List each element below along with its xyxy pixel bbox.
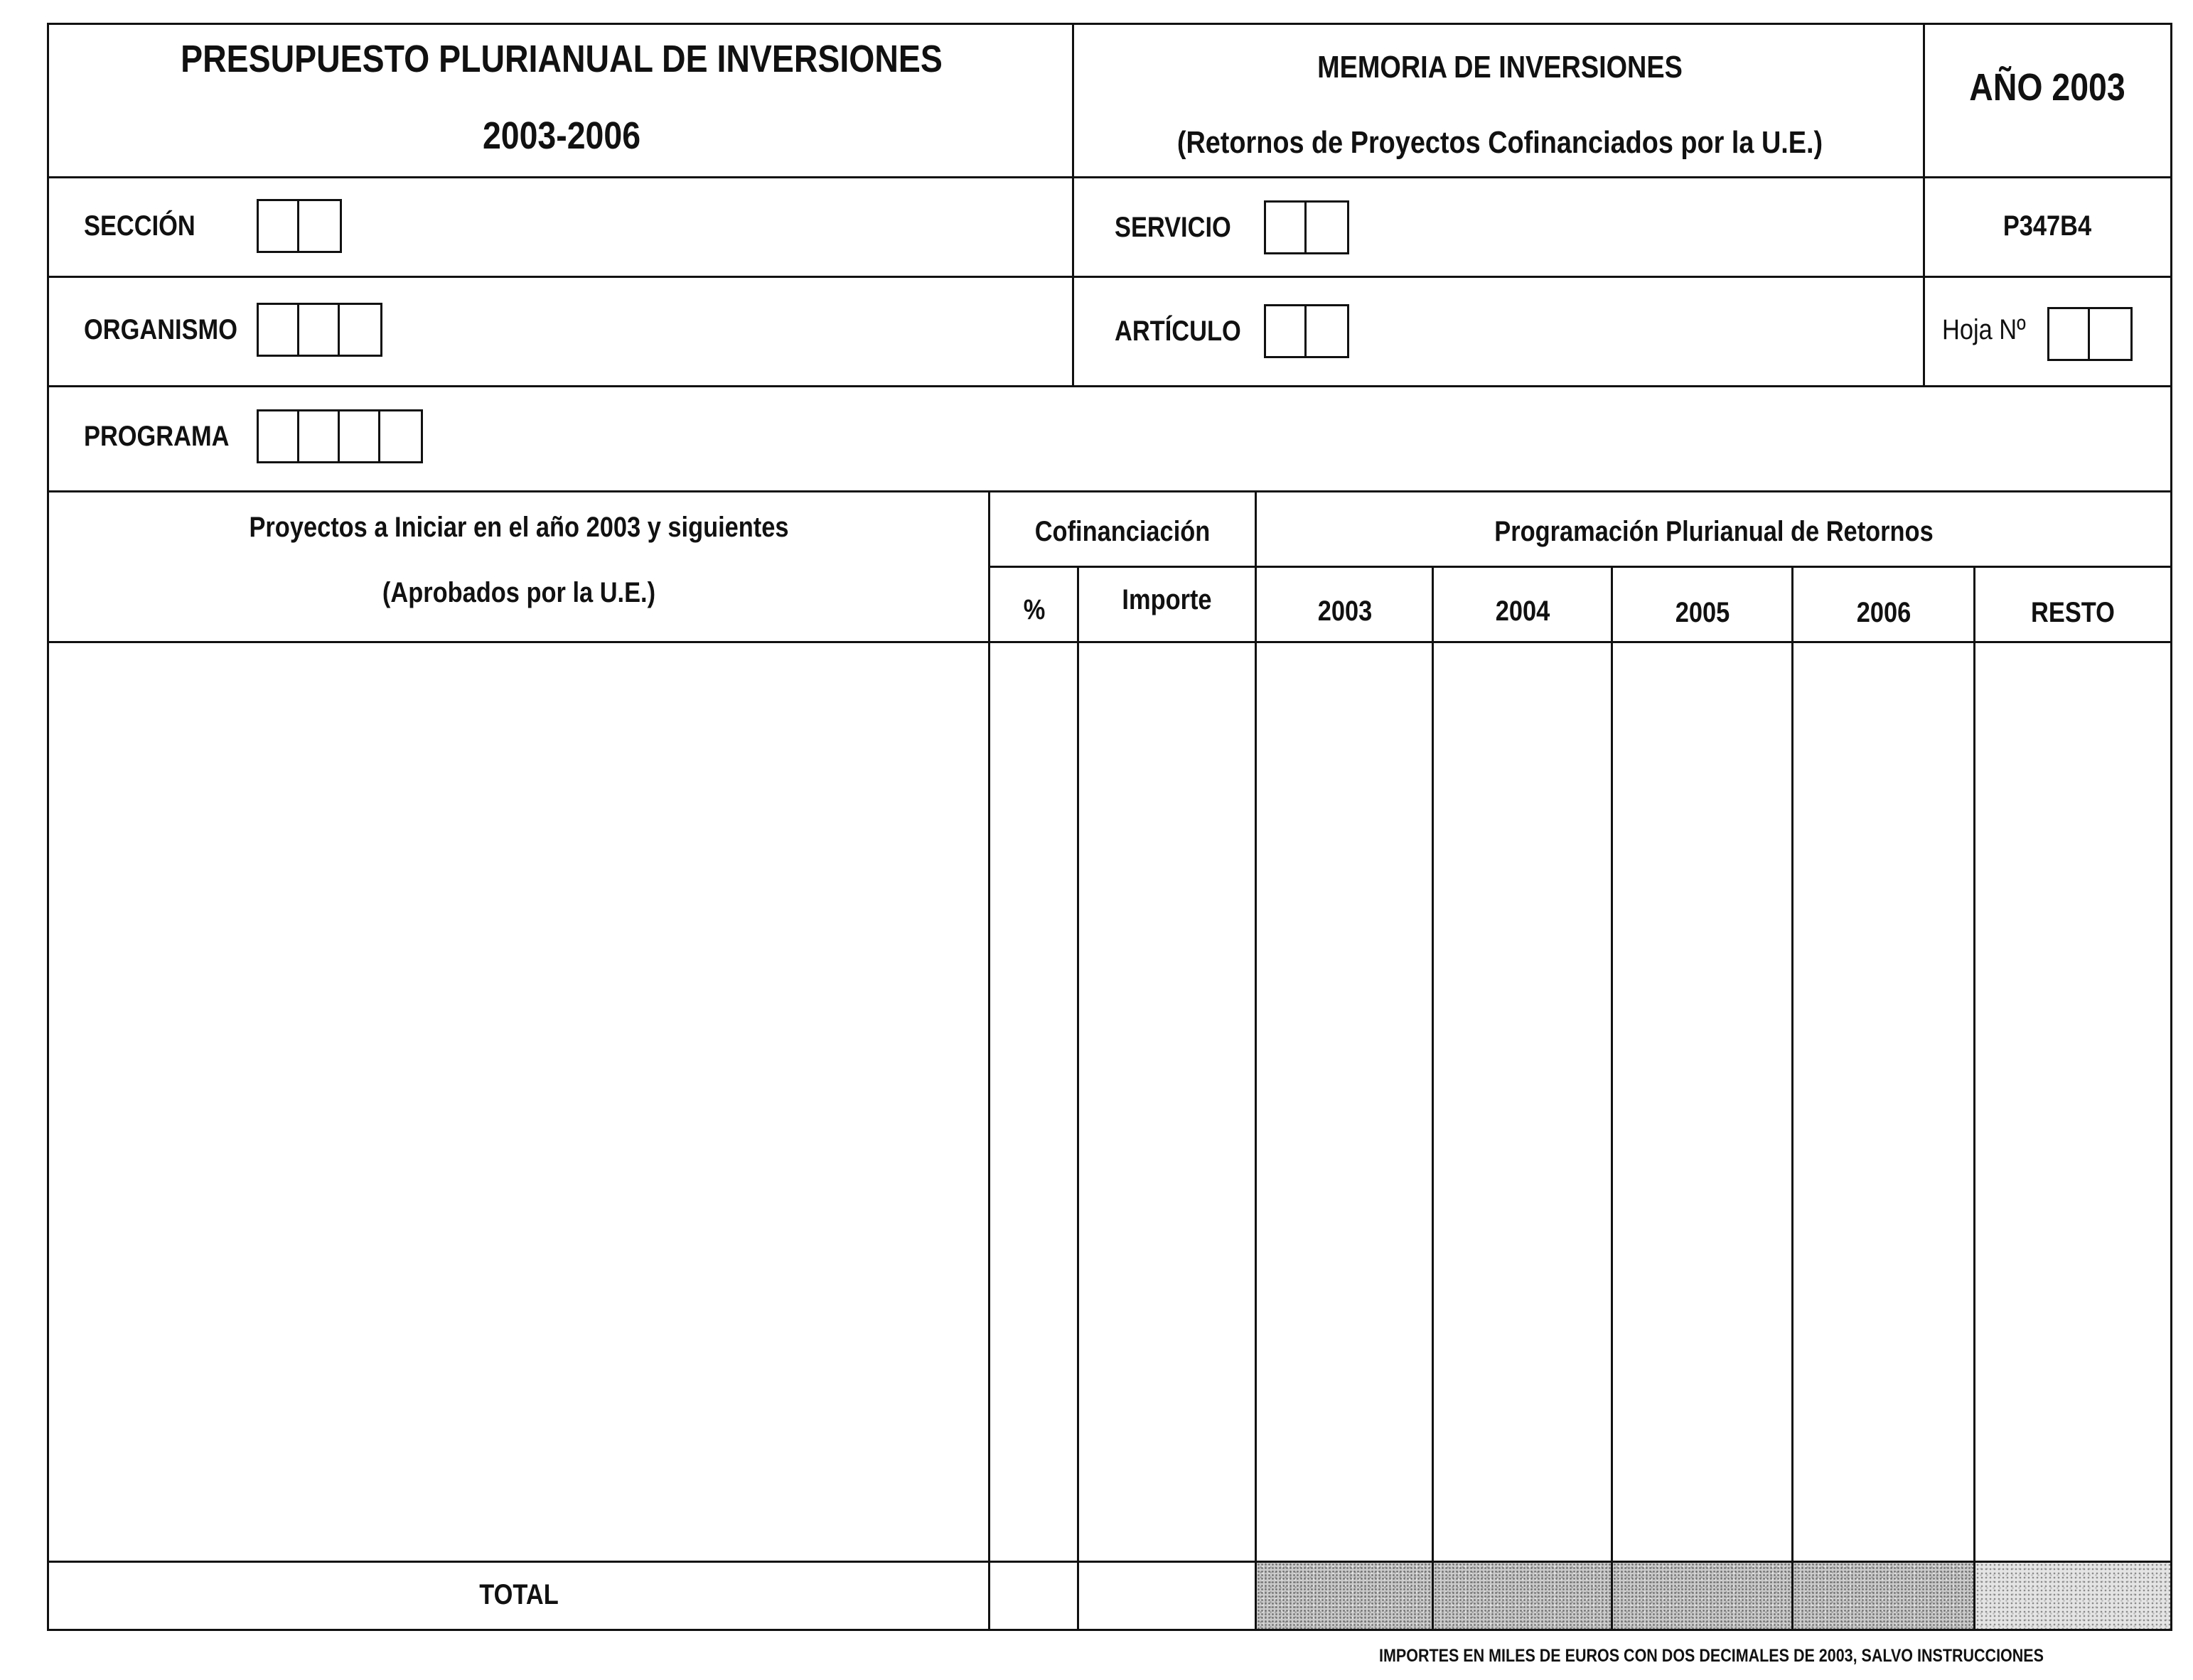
memoria-title: MEMORIA DE INVERSIONES — [1317, 50, 1683, 85]
col-line-2006 — [1973, 567, 1975, 1630]
rule-row3 — [47, 385, 2172, 387]
projects-subheader: (Aprobados por la U.E.) — [382, 577, 656, 608]
hoja-number-boxes[interactable] — [2047, 307, 2133, 361]
rule-table-header — [47, 641, 2172, 643]
title-line-2: 2003-2006 — [482, 114, 641, 157]
servicio-code-boxes[interactable] — [1264, 200, 1349, 254]
percent-header: % — [1023, 594, 1046, 625]
seccion-code-boxes[interactable] — [257, 199, 342, 253]
frame-bottom-line — [47, 1629, 2172, 1631]
col-line-2003 — [1432, 567, 1434, 1630]
year-col-resto: RESTO — [2031, 597, 2115, 628]
form-code: P347B4 — [2002, 210, 2092, 242]
total-2006-shaded — [1975, 1563, 2170, 1629]
total-label: TOTAL — [479, 1579, 559, 1610]
articulo-code-boxes[interactable] — [1264, 304, 1349, 358]
frame-top-line — [47, 23, 2172, 25]
projects-header: Proyectos a Iniciar en el año 2003 y siguientes — [249, 512, 789, 543]
divider-middle-right — [1923, 23, 1925, 386]
rule-header — [47, 176, 2172, 178]
organismo-code-boxes[interactable] — [257, 303, 382, 357]
year-col-2004: 2004 — [1495, 596, 1550, 627]
year-col-2005: 2005 — [1675, 597, 1730, 628]
total-2003-shaded — [1434, 1563, 1611, 1629]
col-line-2005 — [1791, 567, 1793, 1630]
rule-row4 — [47, 490, 2172, 492]
divider-left-middle — [1072, 23, 1074, 386]
servicio-label: SERVICIO — [1115, 212, 1231, 243]
programa-label: PROGRAMA — [84, 421, 230, 452]
year-col-2006: 2006 — [1856, 597, 1911, 628]
importe-header: Importe — [1122, 584, 1212, 615]
hoja-label: Hoja Nº — [1942, 314, 2026, 345]
year-col-2003: 2003 — [1317, 596, 1373, 627]
total-2004-shaded — [1613, 1563, 1791, 1629]
seccion-label: SECCIÓN — [84, 210, 195, 242]
total-2005-shaded — [1793, 1563, 1973, 1629]
programacion-header: Programación Plurianual de Retornos — [1494, 516, 1934, 547]
rule-subheader — [988, 566, 2172, 568]
organismo-label: ORGANISMO — [84, 314, 237, 345]
total-importe-shaded — [1257, 1563, 1432, 1629]
footnote: IMPORTES EN MILES DE EUROS CON DOS DECIMALES DE 2003, SALVO INSTRUCCIONES — [1379, 1646, 2044, 1666]
projects-entry-area[interactable] — [50, 644, 987, 1559]
frame-left-line — [47, 23, 49, 1631]
col-line-projects — [988, 490, 990, 1630]
col-line-percent — [1077, 567, 1079, 1630]
programa-code-boxes[interactable] — [257, 409, 423, 463]
col-line-2004 — [1611, 567, 1613, 1630]
memoria-subtitle: (Retornos de Proyectos Cofinanciados por la U.E.) — [1176, 125, 1823, 160]
frame-right-line — [2170, 23, 2172, 1631]
title-line-1: PRESUPUESTO PLURIANUAL DE INVERSIONES — [181, 38, 943, 80]
cofinanciacion-header: Cofinanciación — [1034, 516, 1211, 547]
year-label: AÑO 2003 — [1969, 66, 2125, 109]
col-line-importe — [1255, 490, 1257, 1630]
articulo-label: ARTÍCULO — [1115, 316, 1241, 347]
rule-row2 — [47, 276, 2172, 278]
